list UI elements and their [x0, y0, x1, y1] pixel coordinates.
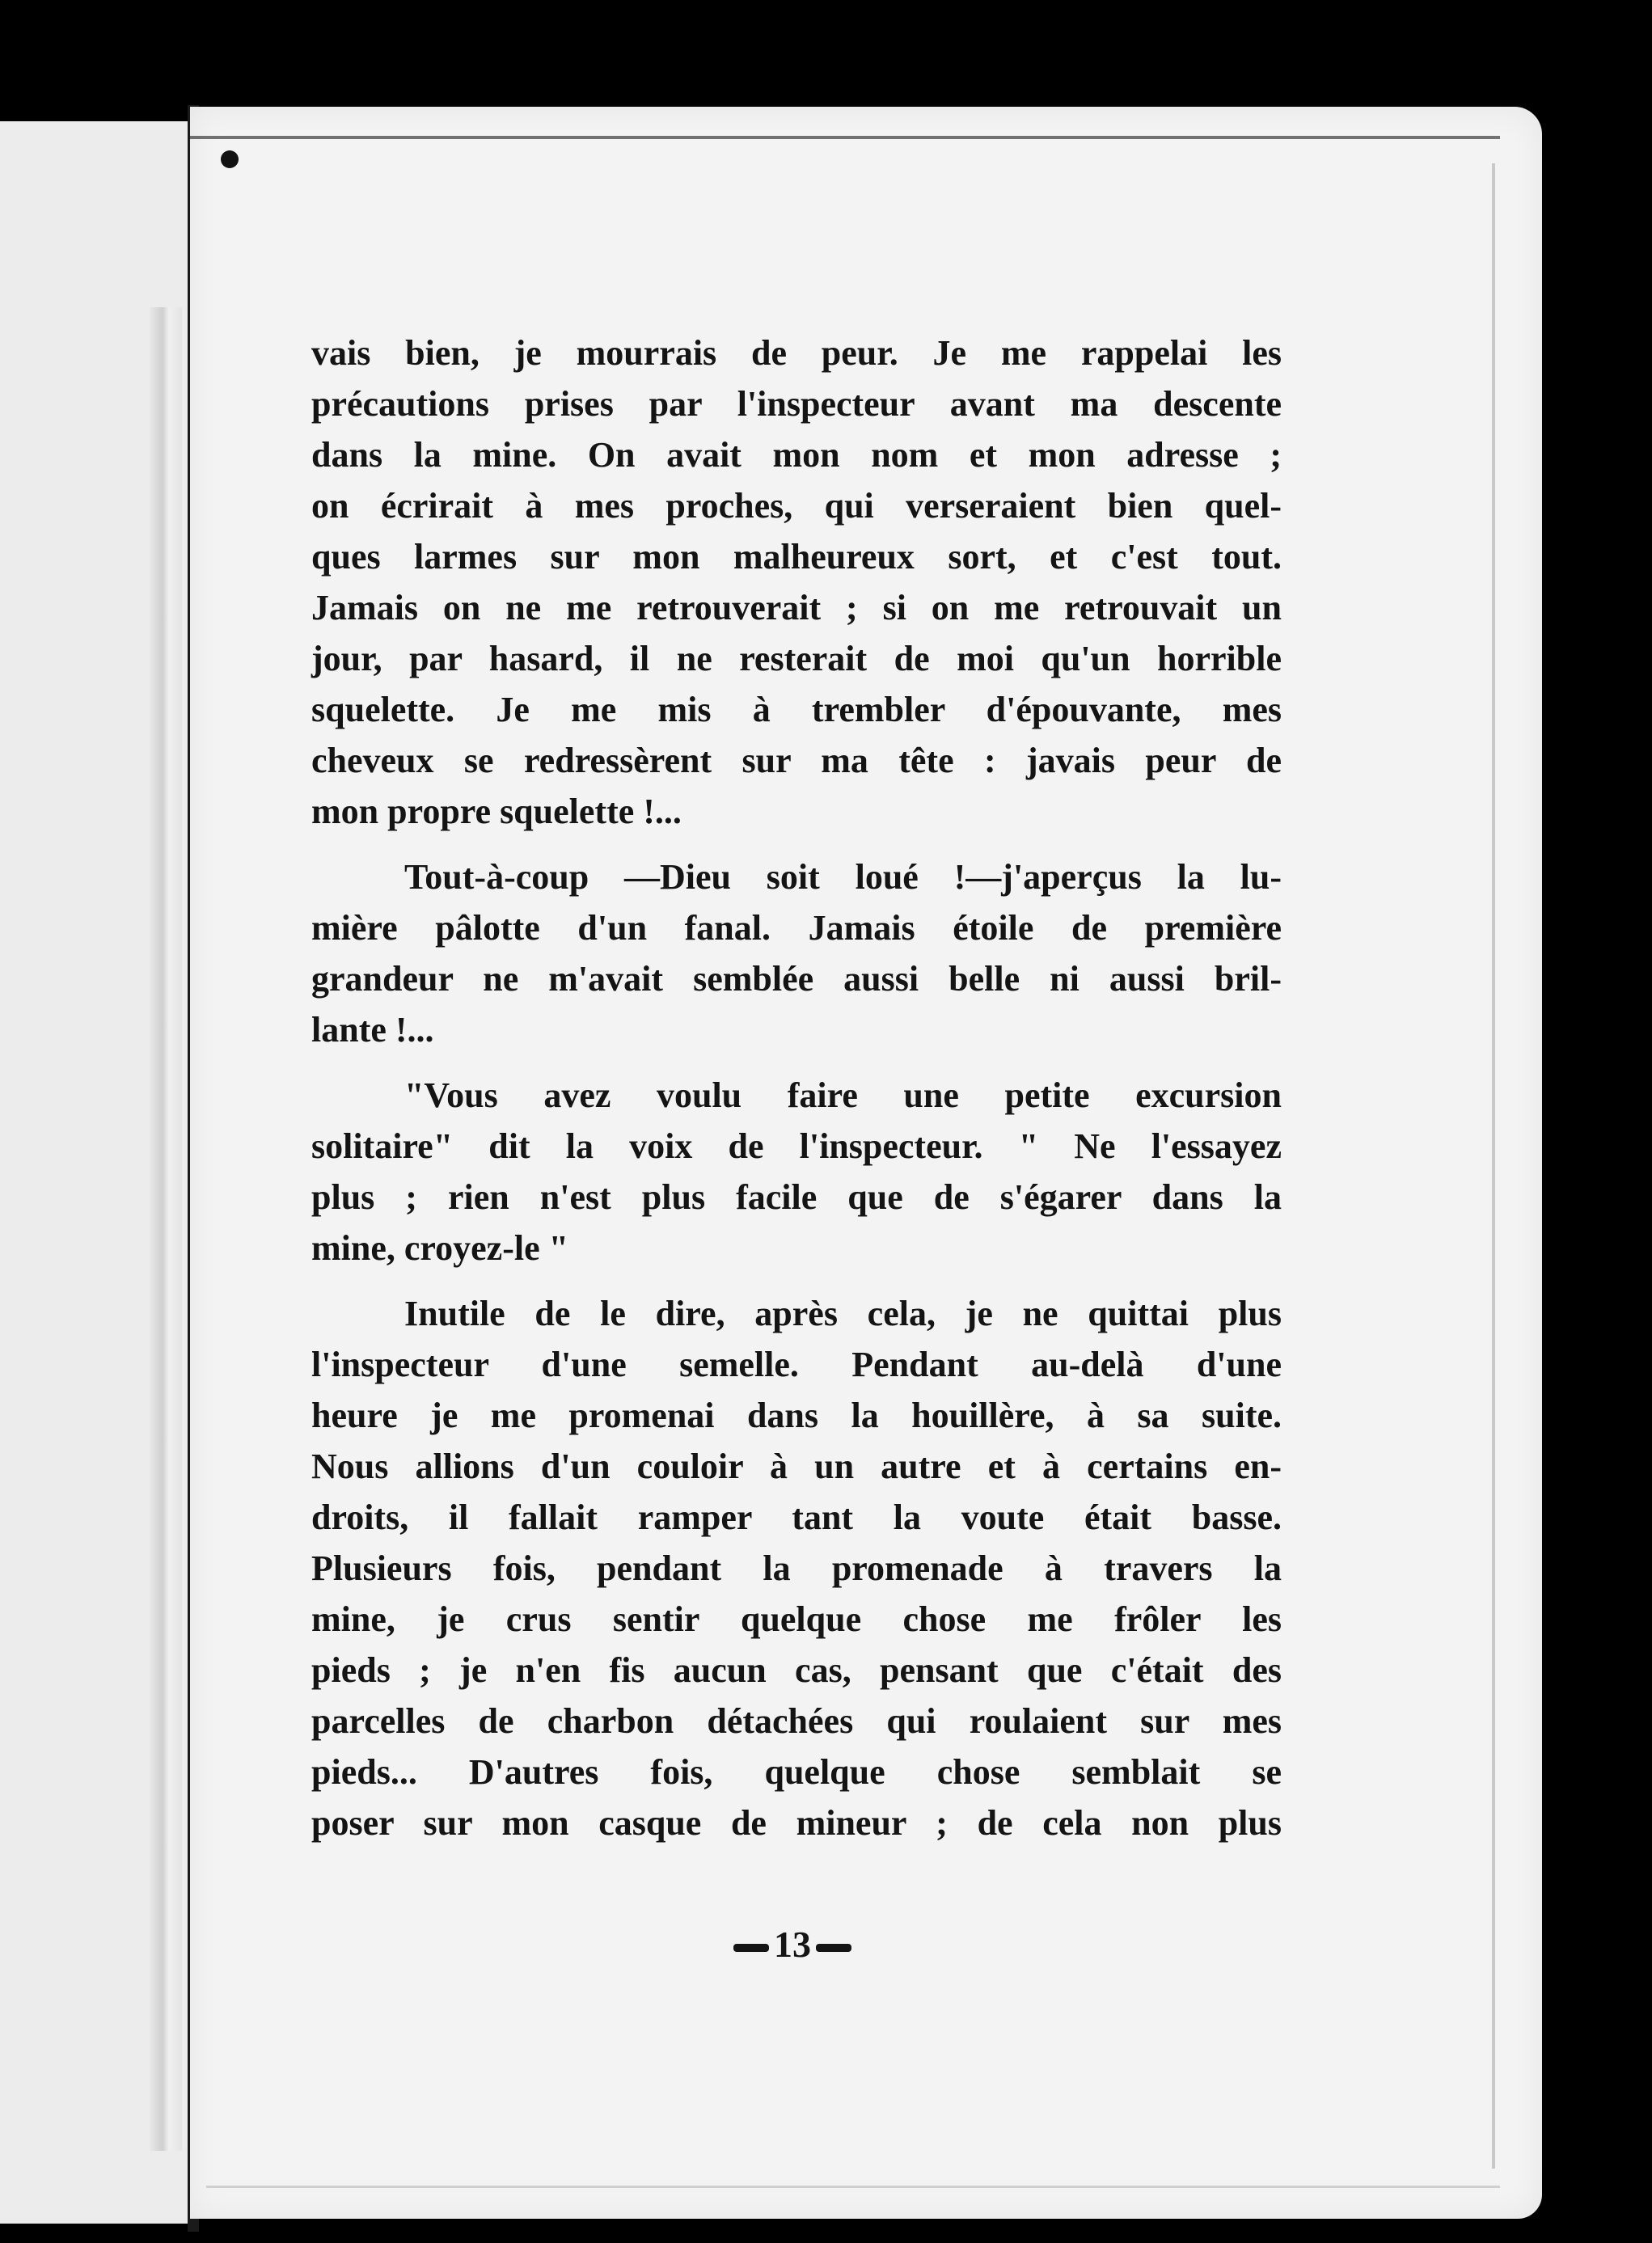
text-line: squelette. Je me mis à trembler d'épouvante, mes [311, 690, 1282, 729]
paragraph-gap [311, 1274, 1282, 1288]
right-fold-line [1492, 163, 1495, 2169]
text-line: jour, par hasard, il ne resterait de moi qu'un horrible [311, 639, 1282, 678]
text-line: droits, il fallait ramper tant la voute était basse. [311, 1497, 1282, 1537]
text-line: on écrirait à mes proches, qui verseraient bien quel- [311, 486, 1282, 526]
text-line: plus ; rien n'est plus facile que de s'égarer dans la [311, 1177, 1282, 1217]
text-line: pieds... D'autres fois, quelque chose semblait se [311, 1752, 1282, 1792]
binding-fold [150, 307, 182, 2151]
text-line: Tout-à-coup —Dieu soit loué !—j'aperçus la lu- [404, 857, 1282, 897]
text-line: solitaire" dit la voix de l'inspecteur. " Ne l'essayez [311, 1126, 1282, 1166]
paragraph-gap [311, 1055, 1282, 1070]
text-line: poser sur mon casque de mineur ; de cela non plus [311, 1803, 1282, 1843]
text-line: l'inspecteur d'une semelle. Pendant au-delà d'une [311, 1345, 1282, 1384]
text-line: cheveux se redressèrent sur ma tête : javais peur de [311, 741, 1282, 780]
text-line: Plusieurs fois, pendant la promenade à travers la [311, 1548, 1282, 1588]
text-line: Jamais on ne me retrouverait ; si on me retrouvait un [311, 588, 1282, 627]
text-line: Nous allions d'un couloir à un autre et à certains en- [311, 1447, 1282, 1486]
text-line: ques larmes sur mon malheureux sort, et c'est tout. [311, 537, 1282, 577]
paragraph-gap [311, 837, 1282, 851]
text-line: pieds ; je n'en fis aucun cas, pensant que c'était des [311, 1650, 1282, 1690]
text-line: Inutile de le dire, après cela, je ne quittai plus [404, 1294, 1282, 1333]
dash-right [816, 1944, 851, 1952]
text-line: précautions prises par l'inspecteur avant ma descente [311, 384, 1282, 424]
dash-left [733, 1944, 769, 1952]
body-text [311, 327, 1282, 1848]
punch-hole-mark [221, 150, 239, 168]
text-line: grandeur ne m'avait semblée aussi belle ni aussi bril- [311, 959, 1282, 999]
text-line: vais bien, je mourrais de peur. Je me rappelai les [311, 333, 1282, 373]
text-line: lante !... [311, 1010, 434, 1050]
text-line: parcelles de charbon détachées qui roulaient sur mes [311, 1701, 1282, 1741]
text-line: mine, je crus sentir quelque chose me frôler les [311, 1599, 1282, 1639]
text-line: dans la mine. On avait mon nom et mon adresse ; [311, 435, 1282, 475]
page-number [712, 1923, 873, 1966]
top-edge-line [190, 136, 1500, 139]
bottom-edge-line [206, 2186, 1500, 2188]
text-line: mon propre squelette !... [311, 792, 682, 831]
page-number-value: 13 [774, 1924, 811, 1965]
text-line: heure je me promenai dans la houillère, à sa suite. [311, 1396, 1282, 1435]
text-line: mine, croyez-le " [311, 1228, 569, 1268]
text-line: "Vous avez voulu faire une petite excursion [404, 1075, 1282, 1115]
text-line: mière pâlotte d'un fanal. Jamais étoile de première [311, 908, 1282, 948]
